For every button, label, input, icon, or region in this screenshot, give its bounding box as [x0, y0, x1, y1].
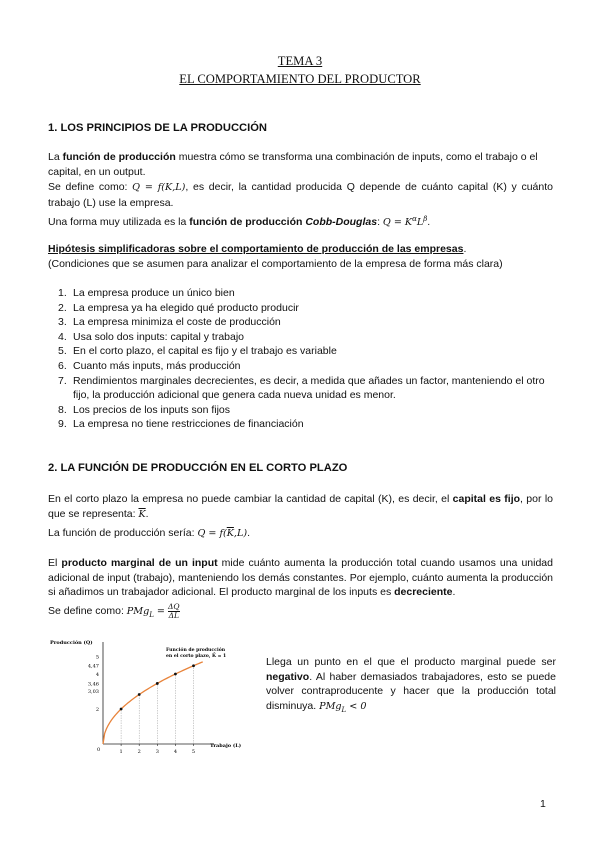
list-item — [48, 344, 553, 359]
hypotheses-heading — [48, 242, 553, 257]
curve-annotation-line-2: en el corto plazo, K̄ = 1 — [166, 654, 227, 659]
section-2-heading: 2. LA FUNCIÓN DE PRODUCCIÓN EN EL CORTO PLAZO — [48, 462, 348, 474]
title-line-1: TEMA 3 — [277, 54, 323, 68]
text: La — [48, 151, 63, 163]
list-number: 7. — [58, 374, 67, 387]
list-text: La empresa no tiene restricciones de financiación — [73, 418, 304, 431]
origin-label: 0 — [97, 747, 101, 753]
list-item — [48, 403, 553, 418]
section-2-paragraph-1 — [48, 492, 553, 522]
negative-marginal-product-note — [266, 655, 556, 717]
x-axis-label: Trabajo (L) — [210, 743, 242, 749]
marginal-product-definition — [48, 603, 553, 623]
curve-annotation-line-1: Función de producción — [166, 648, 226, 653]
math-part: Q = K — [382, 217, 413, 229]
x-tick-label: 1 — [119, 749, 123, 755]
hypotheses-list — [48, 286, 553, 432]
text: . — [463, 243, 467, 255]
text: , por lo que se representa: — [48, 493, 553, 520]
section-1-heading: 1. LOS PRINCIPIOS DE LA PRODUCCIÓN — [48, 122, 268, 134]
text: En el corto plazo la empresa no puede cambiar la cantidad de capital (K), es decir, el — [48, 493, 453, 505]
math-part: Q = f( — [197, 528, 227, 539]
list-item — [48, 315, 553, 330]
cobb-douglas-formula — [383, 217, 427, 228]
list-text: La empresa minimiza el coste de producción — [73, 316, 281, 329]
list-item — [48, 330, 553, 345]
math-part: ,L) — [233, 528, 248, 539]
text: Llega un punto en el que el producto marginal puede ser — [266, 656, 556, 668]
math-part: L — [416, 217, 424, 229]
bold-term: función de producción — [189, 216, 306, 229]
page-number: 1 — [540, 798, 546, 810]
text: . Al haber demasiados trabajadores, esto se puede volver contraproducente y hacer que la producción total disminuya. — [266, 670, 556, 712]
list-text: Usa solo dos inputs: capital y trabajo — [73, 330, 245, 343]
fraction-numerator: ΔQ — [168, 602, 180, 611]
text: La función de producción sería: — [48, 527, 198, 539]
text: , es decir, la cantidad producida Q depende de cuánto capital (K) y cuánto trabajo (L) use la empresa. — [48, 181, 553, 209]
list-text: La empresa produce un único bien — [73, 287, 235, 299]
list-text: Rendimientos marginales decrecientes, es decir, a medida que añades un factor, manteniendo el otro fijo, la producción adicional que genera cada nueva unidad es menor. — [73, 374, 545, 402]
list-item — [48, 374, 553, 403]
bold-term: producto marginal de un input — [61, 557, 218, 569]
math-part: PMg — [126, 606, 150, 617]
list-number: 3. — [58, 316, 67, 329]
list-number: 4. — [58, 330, 67, 343]
text: Una forma muy utilizada es la — [48, 216, 190, 229]
data-point — [174, 673, 177, 676]
document-title — [0, 52, 600, 88]
text: mide cuánto aumenta la producción total cuando usamos una unidad adicional de input (trabajo), manteniendo los demás constantes. Por ejemplo, cuánto aumenta la producción si añadimos un trabajador adicional. El producto marginal de los inputs es — [48, 557, 553, 599]
bold-term: decreciente — [394, 586, 453, 599]
y-axis-label: Producción (Q) — [50, 640, 93, 646]
fraction-denominator: ΔL — [168, 611, 179, 620]
text: : — [377, 216, 383, 229]
section-1-paragraph-3 — [48, 212, 553, 231]
list-text: En el corto plazo, el capital es fijo y el trabajo es variable — [73, 345, 337, 358]
bold-italic-term: Cobb-Douglas — [305, 216, 378, 229]
y-tick-label: 3,03 — [87, 688, 99, 695]
text: . — [145, 507, 149, 520]
section-2-paragraph-3 — [48, 556, 553, 600]
list-text: Cuanto más inputs, más producción — [73, 359, 241, 372]
bold-term: negativo — [266, 670, 310, 683]
text: . — [427, 216, 431, 229]
data-point — [138, 693, 141, 696]
list-item — [48, 359, 553, 374]
list-item — [48, 301, 553, 316]
section-1-paragraph-1 — [48, 150, 553, 179]
data-point — [192, 664, 195, 667]
list-item — [48, 286, 553, 301]
math-part: PMg — [319, 700, 342, 712]
list-number: 2. — [58, 301, 67, 314]
x-tick-label: 2 — [137, 749, 141, 755]
math-exponent: β — [423, 215, 428, 223]
list-text: Los precios de los inputs son fijos — [73, 403, 231, 416]
hypotheses-subtitle: (Condiciones que se asumen para analizar el comportamiento de la empresa de forma más clara) — [48, 258, 503, 270]
x-tick-label: 4 — [173, 749, 178, 755]
text: . — [247, 527, 250, 539]
list-number: 5. — [58, 345, 67, 358]
math-formula: Q = f(K,L) — [132, 182, 186, 193]
section-1-paragraph-2 — [48, 180, 553, 210]
list-item — [48, 417, 553, 432]
hypotheses-title: Hipótesis simplificadoras sobre el comportamiento de producción de las empresas — [48, 243, 464, 255]
marginal-product-formula — [126, 602, 180, 620]
y-tick-label: 2 — [95, 706, 99, 713]
math-k-bar: $\overline{K}$ — [226, 528, 234, 539]
y-tick-label: 4 — [95, 671, 99, 678]
y-tick-label: 5 — [95, 654, 99, 661]
short-run-formula — [197, 528, 247, 539]
math-subscript: L — [341, 705, 347, 714]
data-point — [120, 708, 123, 711]
list-text: La empresa ya ha elegido qué producto producir — [73, 301, 299, 314]
text: muestra cómo se transforma una combinación de inputs, como el trabajo o el capital, en un output. — [48, 151, 538, 178]
math-fraction — [168, 603, 180, 620]
bold-term: capital es fijo — [452, 493, 521, 505]
math-k-bar: $\overline{K}$ — [138, 508, 146, 520]
title-line-2: EL COMPORTAMIENTO DEL PRODUCTOR — [179, 72, 421, 86]
math-subscript: L — [149, 610, 154, 619]
list-number: 6. — [58, 359, 67, 372]
list-number: 1. — [58, 287, 67, 299]
text: Se define como: — [48, 605, 127, 617]
y-tick-label: 4,47 — [87, 663, 99, 670]
math-part: < 0 — [346, 700, 367, 712]
math-exponent: α — [412, 215, 417, 223]
x-tick-label: 5 — [191, 749, 196, 755]
text: El — [48, 557, 62, 569]
math-part: = — [153, 606, 169, 617]
list-number: 8. — [58, 403, 67, 416]
section-2-paragraph-2 — [48, 526, 553, 542]
list-number: 9. — [58, 418, 67, 431]
bold-term: función de producción — [62, 151, 176, 163]
y-tick-label: 3,46 — [87, 681, 99, 688]
production-curve — [103, 662, 203, 744]
production-function-chart — [48, 636, 258, 756]
data-point — [156, 682, 159, 685]
text: . — [452, 586, 456, 599]
x-tick-label: 3 — [155, 749, 159, 755]
negative-marginal-formula — [319, 701, 366, 712]
text: Se define como: — [48, 181, 133, 193]
